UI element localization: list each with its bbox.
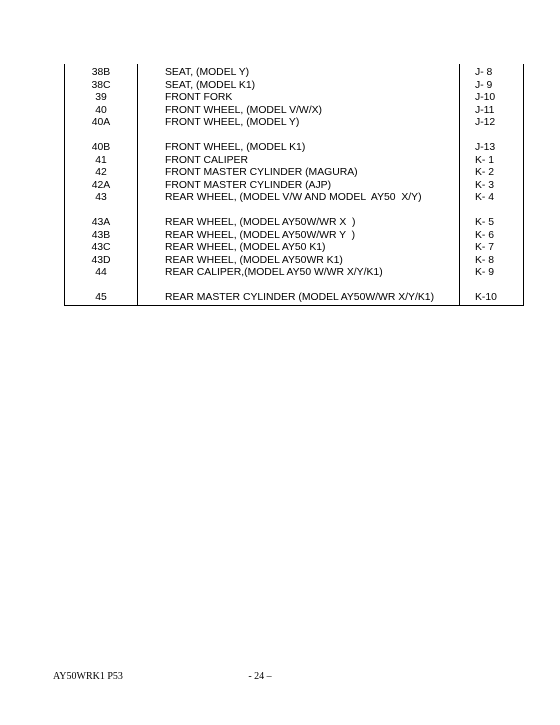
table-row: [65, 142, 523, 154]
page-reference: J- 9: [475, 79, 493, 91]
table-row: [65, 242, 523, 254]
part-description: FRONT WHEEL, (MODEL V/W/X): [165, 104, 323, 116]
page-reference: J-10: [475, 92, 496, 103]
figure-number: 43A: [91, 217, 111, 228]
table-row: [65, 217, 523, 229]
table-row: [65, 167, 523, 179]
page-reference: K- 5: [475, 217, 495, 228]
part-description: FRONT WHEEL, (MODEL Y): [165, 117, 300, 128]
figure-number: 43D: [91, 254, 111, 266]
page-reference: K- 4: [475, 192, 495, 203]
page-reference: K- 9: [475, 267, 495, 278]
page-reference: J- 8: [475, 67, 493, 78]
table-row: [65, 155, 523, 167]
part-description: SEAT, (MODEL Y): [165, 67, 250, 78]
footer-page-number: - 24 –: [248, 671, 272, 682]
part-description: FRONT MASTER CYLINDER (AJP): [165, 179, 332, 191]
figure-number: 45: [95, 292, 107, 303]
page-reference: K- 7: [475, 242, 495, 253]
figure-number: 39: [95, 92, 107, 103]
figure-number: 41: [95, 154, 107, 166]
figure-number: 42A: [91, 179, 111, 191]
part-description: FRONT WHEEL, (MODEL K1): [165, 142, 306, 153]
page-reference: K- 3: [475, 179, 495, 191]
page-reference: K- 1: [475, 154, 495, 166]
figure-number: 40: [95, 104, 107, 116]
part-description: SEAT, (MODEL K1): [165, 79, 256, 91]
figure-number: 42: [95, 167, 107, 178]
page-reference: K- 6: [475, 229, 495, 241]
part-description: REAR CALIPER,(MODEL AY50 W/WR X/Y/K1): [165, 267, 383, 278]
page-reference: J-13: [475, 142, 496, 153]
table-row: [65, 267, 523, 279]
part-description: FRONT CALIPER: [165, 154, 248, 166]
parts-index-table: [64, 64, 524, 306]
table-row: [65, 230, 523, 242]
table-row: [65, 105, 523, 117]
part-description: FRONT MASTER CYLINDER (MAGURA): [165, 167, 358, 178]
figure-number: 38C: [91, 79, 111, 91]
part-description: REAR MASTER CYLINDER (MODEL AY50W/WR X/Y/K1): [165, 292, 435, 303]
page-reference: K-10: [475, 292, 497, 303]
figure-number: 38B: [91, 67, 111, 78]
table-row: [65, 292, 523, 304]
table-row: [65, 117, 523, 129]
figure-number: 43B: [91, 229, 111, 241]
table-row: [65, 67, 523, 79]
figure-number: 40B: [91, 142, 111, 153]
part-description: REAR WHEEL, (MODEL AY50 K1): [165, 242, 326, 253]
page-reference: K- 8: [475, 254, 495, 266]
figure-number: 43C: [91, 242, 111, 253]
table-row: [65, 255, 523, 267]
part-description: REAR WHEEL, (MODEL V/W AND MODEL AY50 X/Y): [165, 192, 422, 203]
figure-number: 44: [95, 267, 107, 278]
table-row: [65, 180, 523, 192]
table-row: [65, 80, 523, 92]
part-description: REAR WHEEL, (MODEL AY50W/WR X ): [165, 217, 356, 228]
footer-document-code: AY50WRK1 P53: [53, 671, 123, 682]
page-reference: J-11: [475, 104, 495, 116]
part-description: REAR WHEEL, (MODEL AY50WR K1): [165, 254, 343, 266]
figure-number: 40A: [91, 117, 111, 128]
part-description: REAR WHEEL, (MODEL AY50W/WR Y ): [165, 229, 356, 241]
figure-number: 43: [95, 192, 107, 203]
part-description: FRONT FORK: [165, 92, 233, 103]
page-reference: K- 2: [475, 167, 495, 178]
table-row: [65, 92, 523, 104]
page-reference: J-12: [475, 117, 496, 128]
table-row: [65, 192, 523, 204]
